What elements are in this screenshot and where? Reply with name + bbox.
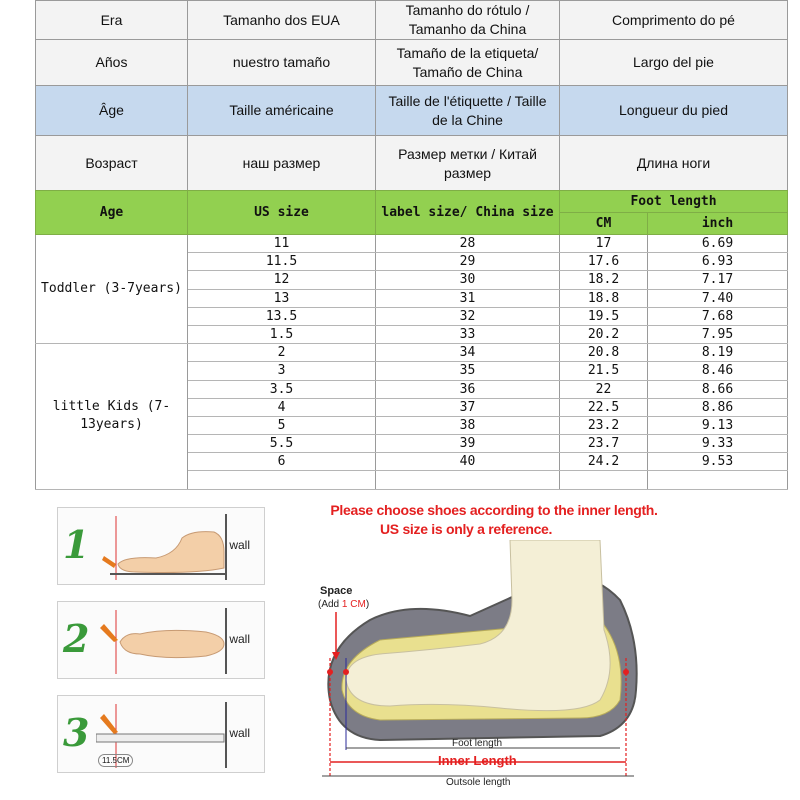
- ruler-value: 11.5CM: [98, 754, 133, 767]
- cell-label-size-es: Tamaño de la etiqueta/ Tamaño de China: [376, 40, 560, 86]
- cell-foot-length-pt: Comprimento do pé: [560, 1, 788, 40]
- china-size-cell: 29: [376, 253, 560, 271]
- wall-label: wall: [229, 726, 250, 740]
- cm-cell: 22.5: [560, 398, 648, 416]
- inch-cell: 6.69: [648, 235, 788, 253]
- translation-row-french: [36, 86, 788, 136]
- china-size-cell: 33: [376, 325, 560, 343]
- cell-age-es: Años: [36, 40, 188, 86]
- table-row: [36, 344, 788, 362]
- us-size-cell: 11.5: [188, 253, 376, 271]
- us-size-cell: 13.5: [188, 307, 376, 325]
- step-number: 1: [63, 522, 90, 567]
- cell-label-size-fr: Taille de l'étiquette / Taille de la Chine: [376, 86, 560, 136]
- empty-cell: [560, 471, 648, 489]
- china-size-cell: 39: [376, 435, 560, 453]
- china-size-cell: 36: [376, 380, 560, 398]
- measurement-steps: [57, 507, 265, 789]
- cell-us-size-pt: Tamanho dos EUA: [188, 1, 376, 40]
- inch-cell: 8.86: [648, 398, 788, 416]
- caption-inner-length: Please choose shoes according to the inner length.: [330, 502, 658, 518]
- cell-us-size-fr: Taille américaine: [188, 86, 376, 136]
- cm-cell: 21.5: [560, 362, 648, 380]
- inch-cell: 7.40: [648, 289, 788, 307]
- cm-cell: 17: [560, 235, 648, 253]
- cell-age-ru: Возраст: [36, 136, 188, 192]
- us-size-cell: 6: [188, 453, 376, 471]
- space-add-suffix: ): [365, 599, 370, 610]
- inch-cell: 7.17: [648, 271, 788, 289]
- size-header-row: [36, 191, 788, 213]
- us-size-cell: 12: [188, 271, 376, 289]
- cm-cell: 20.8: [560, 344, 648, 362]
- cm-cell: 18.2: [560, 271, 648, 289]
- header-label-size: label size/ China size: [376, 191, 560, 235]
- inch-cell: 8.46: [648, 362, 788, 380]
- inch-cell: 9.33: [648, 435, 788, 453]
- us-size-cell: 1.5: [188, 325, 376, 343]
- foot-top-icon: [96, 606, 236, 676]
- china-size-cell: 38: [376, 416, 560, 434]
- us-size-cell: 4: [188, 398, 376, 416]
- empty-cell: [376, 471, 560, 489]
- us-size-cell: 5: [188, 416, 376, 434]
- us-size-cell: 2: [188, 344, 376, 362]
- us-size-cell: 11: [188, 235, 376, 253]
- us-size-cell: 5.5: [188, 435, 376, 453]
- china-size-cell: 37: [376, 398, 560, 416]
- empty-cell: [648, 471, 788, 489]
- outsole-length-label: Outsole length: [446, 777, 511, 788]
- china-size-cell: 35: [376, 362, 560, 380]
- cm-cell: 17.6: [560, 253, 648, 271]
- translation-row-spanish: [36, 40, 788, 86]
- inch-cell: 7.68: [648, 307, 788, 325]
- china-size-cell: 30: [376, 271, 560, 289]
- china-size-cell: 28: [376, 235, 560, 253]
- space-add-value: 1 CM: [341, 599, 366, 610]
- cm-cell: 23.2: [560, 416, 648, 434]
- cell-foot-length-es: Largo del pie: [560, 40, 788, 86]
- inch-cell: 7.95: [648, 325, 788, 343]
- translation-table: [35, 0, 788, 192]
- inner-length-label: Inner Length: [438, 753, 517, 768]
- cell-us-size-es: nuestro tamaño: [188, 40, 376, 86]
- cell-era: Era: [36, 1, 188, 40]
- age-group-cell: little Kids (7-13years): [36, 344, 188, 490]
- step-2-panel: [57, 601, 265, 679]
- china-size-cell: 31: [376, 289, 560, 307]
- header-foot-length: Foot length: [560, 191, 788, 213]
- empty-cell: [188, 471, 376, 489]
- space-add-label: [318, 599, 369, 610]
- inch-cell: 8.19: [648, 344, 788, 362]
- cell-label-size-pt: Tamanho do rótulo / Tamanho da China: [376, 1, 560, 40]
- wall-label: wall: [229, 538, 250, 552]
- us-size-cell: 3: [188, 362, 376, 380]
- cm-cell: 24.2: [560, 453, 648, 471]
- space-label: Space: [320, 585, 353, 597]
- cm-cell: 19.5: [560, 307, 648, 325]
- step-1-panel: [57, 507, 265, 585]
- china-size-cell: 40: [376, 453, 560, 471]
- step-number: 2: [63, 616, 90, 661]
- inch-cell: 6.93: [648, 253, 788, 271]
- cell-foot-length-fr: Longueur du pied: [560, 86, 788, 136]
- us-size-cell: 3.5: [188, 380, 376, 398]
- space-add-prefix: (Add: [318, 599, 342, 610]
- header-cm: CM: [560, 213, 648, 235]
- header-us-size: US size: [188, 191, 376, 235]
- step-number: 3: [63, 710, 90, 755]
- size-table: [35, 190, 788, 490]
- cell-label-size-ru: Размер метки / Китай размер: [376, 136, 560, 192]
- cm-cell: 23.7: [560, 435, 648, 453]
- wall-label: wall: [229, 632, 250, 646]
- translation-row-russian: [36, 136, 788, 192]
- caption-us-size-note: US size is only a reference.: [380, 521, 553, 537]
- foot-side-icon: [96, 512, 236, 582]
- cm-cell: 20.2: [560, 325, 648, 343]
- cm-cell: 18.8: [560, 289, 648, 307]
- china-size-cell: 34: [376, 344, 560, 362]
- translation-row-portuguese: [36, 1, 788, 40]
- table-row: [36, 235, 788, 253]
- cell-foot-length-ru: Длина ноги: [560, 136, 788, 192]
- inch-cell: 9.53: [648, 453, 788, 471]
- cell-us-size-ru: наш размер: [188, 136, 376, 192]
- china-size-cell: 32: [376, 307, 560, 325]
- inch-cell: 9.13: [648, 416, 788, 434]
- header-inch: inch: [648, 213, 788, 235]
- cm-cell: 22: [560, 380, 648, 398]
- inch-cell: 8.66: [648, 380, 788, 398]
- header-age: Age: [36, 191, 188, 235]
- age-group-cell: Toddler (3-7years): [36, 235, 188, 344]
- us-size-cell: 13: [188, 289, 376, 307]
- step-3-panel: [57, 695, 265, 773]
- foot-length-label: Foot length: [452, 738, 503, 749]
- cell-age-fr: Âge: [36, 86, 188, 136]
